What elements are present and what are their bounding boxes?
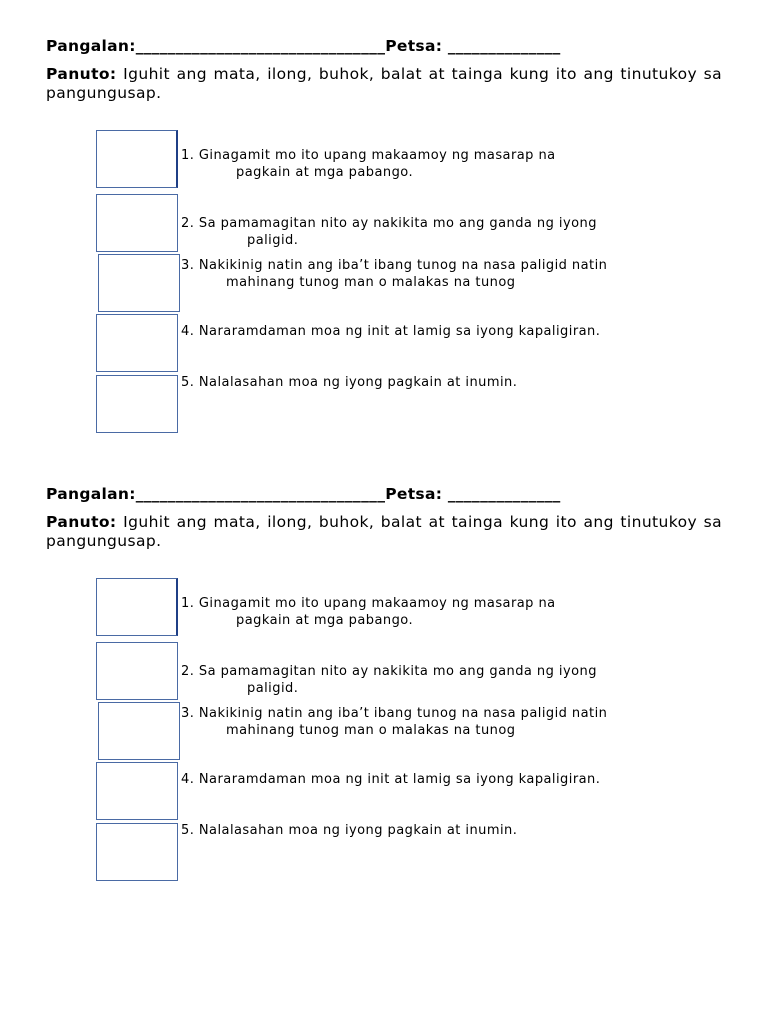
question-3	[181, 257, 607, 291]
question-5-line1: 5. Nalalasahan moa ng iyong pagkain at inumin.	[181, 823, 518, 838]
question-2-line2: paligid.	[247, 233, 299, 248]
instruction-text: Iguhit ang mata, ilong, buhok, balat at tainga kung ito ang tinutukoy sa pangungusap.	[46, 513, 722, 550]
answer-box-3[interactable]	[98, 702, 180, 760]
question-2	[181, 215, 597, 249]
answer-box-5[interactable]	[96, 823, 178, 881]
answer-box-4[interactable]	[96, 314, 178, 372]
question-1	[181, 147, 556, 181]
question-4-line1: 4. Nararamdaman moa ng init at lamig sa iyong kapaligiran.	[181, 772, 601, 787]
question-4	[181, 323, 600, 340]
question-4	[181, 771, 600, 788]
question-3	[181, 705, 607, 739]
question-1	[181, 595, 556, 629]
answer-box-1[interactable]	[96, 130, 178, 188]
answer-box-2[interactable]	[96, 642, 178, 700]
worksheet-1	[0, 0, 768, 440]
question-1-line1: 1. Ginagamit mo ito upang makaamoy ng masarap na	[181, 596, 556, 611]
answer-box-3[interactable]	[98, 254, 180, 312]
answer-box-5[interactable]	[96, 375, 178, 433]
question-3-line1: 3. Nakikinig natin ang iba’t ibang tunog na nasa paligid natin	[181, 258, 608, 273]
answer-box-1[interactable]	[96, 578, 178, 636]
question-1-line2: pagkain at mga pabango.	[236, 165, 414, 180]
question-2-line1: 2. Sa pamamagitan nito ay nakikita mo ang ganda ng iyong	[181, 216, 597, 231]
question-3-line2: mahinang tunog man o malakas na tunog	[226, 275, 516, 290]
question-4-line1: 4. Nararamdaman moa ng init at lamig sa iyong kapaligiran.	[181, 324, 601, 339]
instruction-text: Iguhit ang mata, ilong, buhok, balat at tainga kung ito ang tinutukoy sa pangungusap.	[46, 65, 722, 102]
question-2-line1: 2. Sa pamamagitan nito ay nakikita mo ang ganda ng iyong	[181, 664, 597, 679]
question-5	[181, 822, 517, 839]
instruction-label: Panuto:	[46, 65, 117, 83]
answer-box-4[interactable]	[96, 762, 178, 820]
instruction-label: Panuto:	[46, 513, 117, 531]
question-3-line2: mahinang tunog man o malakas na tunog	[226, 723, 516, 738]
question-5-line1: 5. Nalalasahan moa ng iyong pagkain at inumin.	[181, 375, 518, 390]
answer-box-2[interactable]	[96, 194, 178, 252]
question-3-line1: 3. Nakikinig natin ang iba’t ibang tunog na nasa paligid natin	[181, 706, 608, 721]
question-1-line2: pagkain at mga pabango.	[236, 613, 414, 628]
question-1-line1: 1. Ginagamit mo ito upang makaamoy ng masarap na	[181, 148, 556, 163]
instructions	[46, 513, 722, 551]
question-5	[181, 374, 517, 391]
question-2-line2: paligid.	[247, 681, 299, 696]
worksheet-2	[0, 448, 768, 888]
question-2	[181, 663, 597, 697]
instructions	[46, 65, 722, 103]
name-date-line: Pangalan:_______________________________Petsa: ______________	[46, 485, 561, 503]
name-date-line: Pangalan:_______________________________Petsa: ______________	[46, 37, 561, 55]
